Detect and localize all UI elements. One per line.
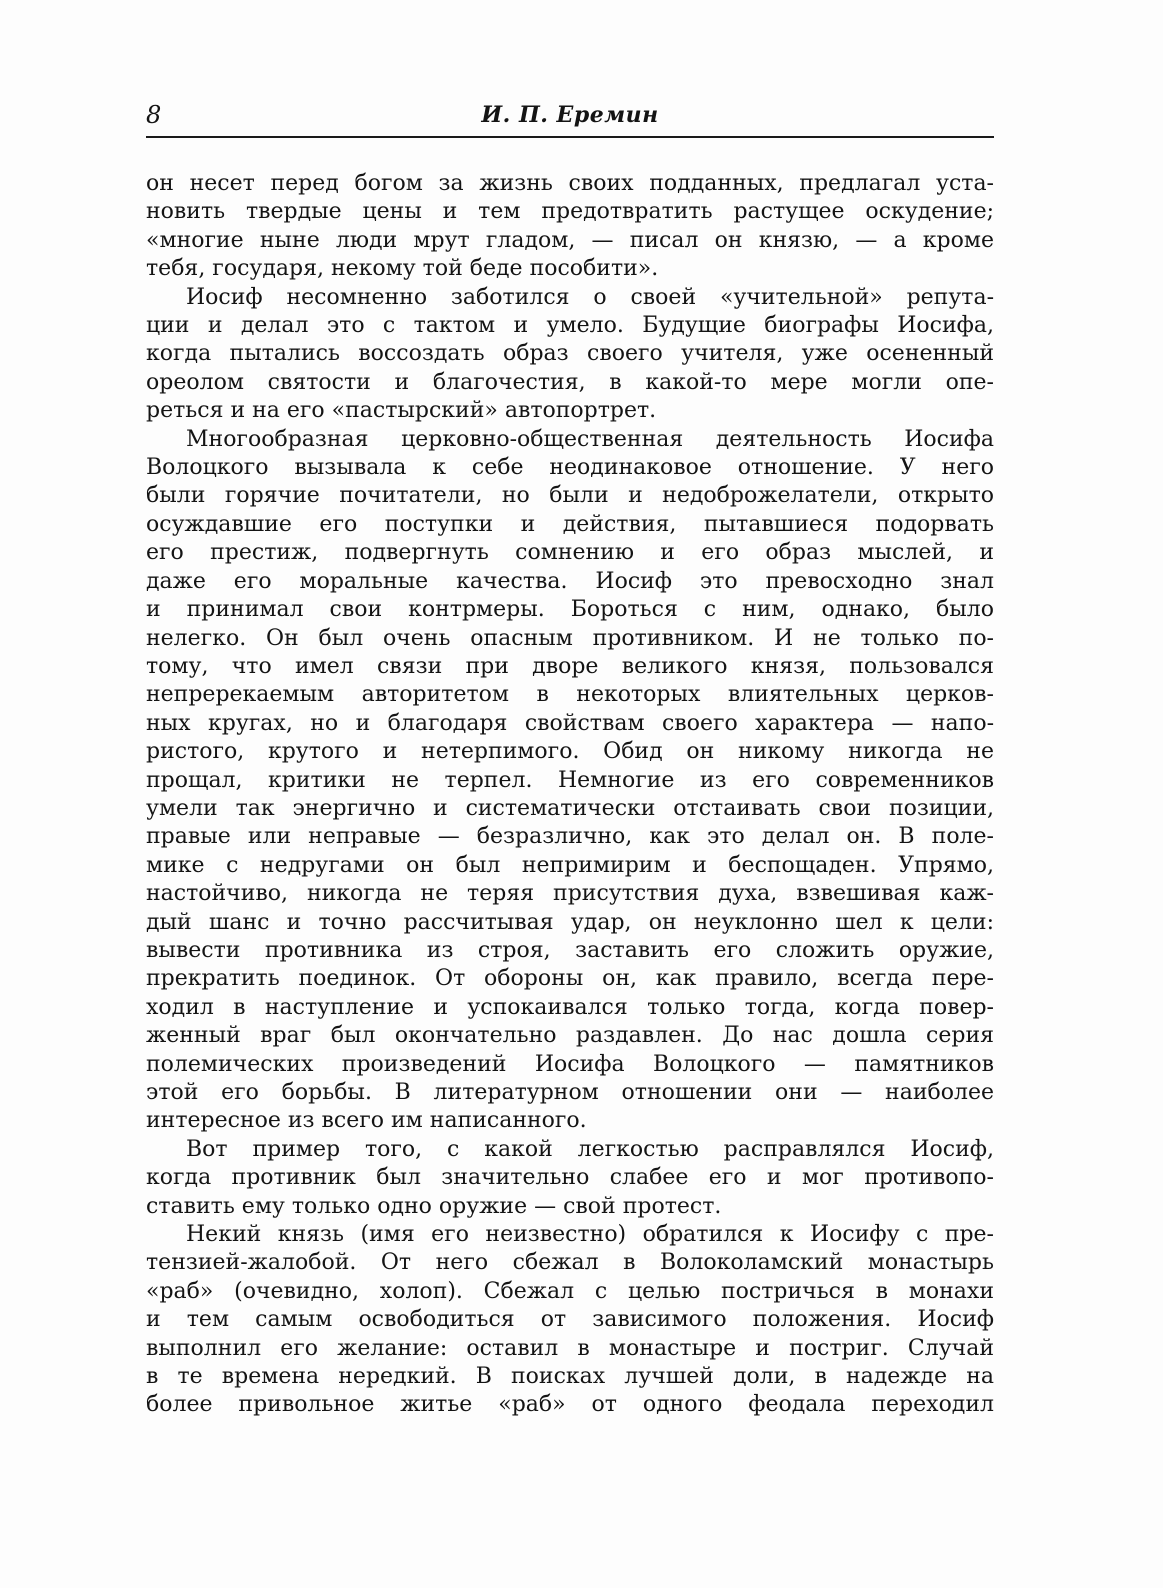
text-line: Многообразная церковно-общественная деятельность Иосифа [186,426,994,452]
text-line: и принимал свои контрмеры. Бороться с ним, однако, было [146,597,994,623]
text-line: когда пытались воссоздать образ своего учителя, уже осененный [146,341,994,367]
text-line: в те времена нередкий. В поисках лучшей доли, в надежде на [146,1364,994,1390]
text-line: нелегко. Он был очень опасным противником. И не только по- [146,625,994,651]
text-line: дый шанс и точно рассчитывая удар, он неуклонно шел к цели: [146,909,994,935]
text-line: тому, что имел связи при дворе великого князя, пользовался [146,653,994,679]
text-line: непререкаемым авторитетом в некоторых влиятельных церков- [146,682,994,708]
text-line: осуждавшие его поступки и действия, пытавшиеся подорвать [146,511,994,537]
text-line: прекратить поединок. От обороны он, как правило, всегда пере- [146,966,994,992]
paragraph [146,1136,994,1221]
paragraph [146,426,994,1136]
text-line: «раб» (очевидно, холоп). Сбежал с целью постричься в монахи [146,1278,994,1304]
text-line: тензией-жалобой. От него сбежал в Волоколамский монастырь [146,1250,994,1276]
text-line: даже его моральные качества. Иосиф это превосходно знал [146,568,994,594]
text-line: ходил в наступление и успокаивался только тогда, когда повер- [146,994,994,1020]
paragraph [146,170,994,284]
running-title: И. П. Еремин [481,102,659,128]
body-text [146,170,994,1420]
text-line: он несет перед богом за жизнь своих подданных, предлагал уста- [146,171,994,196]
text-line: Некий князь (имя его неизвестно) обратился к Иосифу с пре- [186,1222,994,1248]
text-line: этой его борьбы. В литературном отношении они — наиболее [146,1080,994,1105]
text-line: интересное из всего им написанного. [146,1108,587,1134]
text-line: тебя, государя, некому той беде пособити». [146,256,659,282]
text-line: его престиж, подвергнуть сомнению и его образ мыслей, и [146,540,994,566]
text-line: мике с недругами он был непримирим и беспощаден. Упрямо, [146,852,994,878]
text-line: выполнил его желание: оставил в монастыре и постриг. Случай [146,1335,994,1361]
text-line: умели так энергично и систематически отстаивать свои позиции, [146,795,994,821]
paragraph [146,1221,994,1420]
text-line: вывести противника из строя, заставить его сложить оружие, [146,937,994,963]
text-line: новить твердые цены и тем предотвратить растущее оскудение; [146,199,994,225]
paragraph [146,284,994,426]
text-line: женный враг был окончательно раздавлен. До нас дошла серия [146,1023,994,1049]
text-line: Иосиф несомненно заботился о своей «учительной» репута- [186,284,994,310]
text-line: настойчиво, никогда не теряя присутствия духа, взвешивая каж- [146,881,994,907]
text-line: ореолом святости и благочестия, в какой-то мере могли опе- [146,369,994,395]
text-line: и тем самым освободиться от зависимого положения. Иосиф [146,1307,994,1333]
text-line: реться и на его «пастырский» автопортрет. [146,398,657,424]
text-line: «многие ныне люди мрут гладом, — писал он князю, — а кроме [146,227,994,253]
text-line: прощал, критики не терпел. Немногие из его современников [146,767,994,793]
text-line: ристого, крутого и нетерпимого. Обид он никому никогда не [146,739,994,765]
text-line: полемических произведений Иосифа Волоцкого — памятников [146,1051,994,1077]
text-line: более привольное житье «раб» от одного феодала переходил [146,1392,994,1418]
text-line: были горячие почитатели, но были и недоброжелатели, открыто [146,483,994,509]
text-line: Волоцкого вызывала к себе неодинаковое отношение. У него [146,455,994,481]
text-line: правые или неправые — безразлично, как это делал он. В поле- [146,824,994,850]
page-number: 8 [146,101,162,129]
text-line: ции и делал это с тактом и умело. Будущие биографы Иосифа, [146,313,994,339]
text-line: Вот пример того, с какой легкостью расправлялся Иосиф, [186,1136,994,1162]
text-line: ставить ему только одно оружие — свой протест. [146,1193,722,1219]
running-head [146,100,994,138]
text-line: когда противник был значительно слабее его и мог противопо- [146,1165,994,1191]
text-line: ных кругах, но и благодаря свойствам своего характера — напо- [146,710,994,736]
